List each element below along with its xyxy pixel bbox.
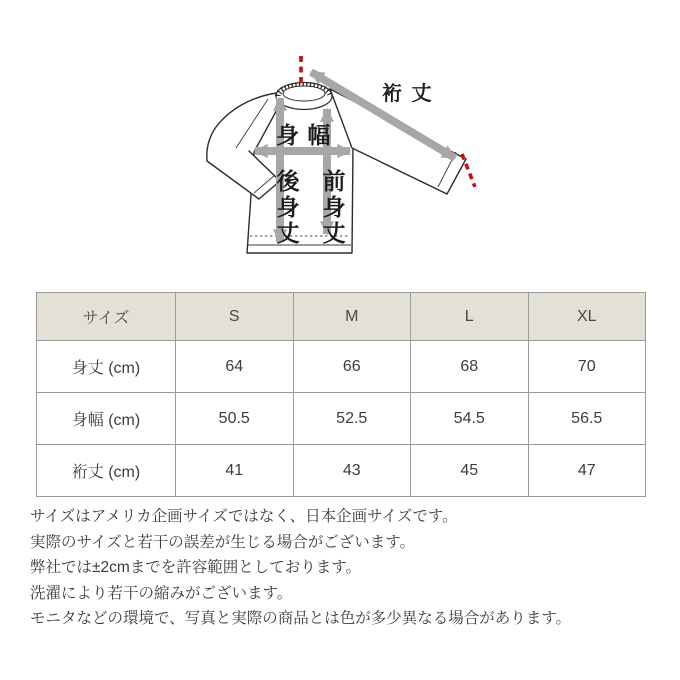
shirt-diagram [0,0,680,288]
value-cell: 56.5 [528,393,646,445]
svg-text:後: 後 [276,168,300,194]
value-cell: 54.5 [411,393,529,445]
table-row-body-length [37,341,646,393]
header-cell-s: S [176,293,294,341]
value-cell: 66 [293,341,411,393]
note-line: モニタなどの環境で、写真と実際の商品とは色が多少異なる場合があります。 [30,610,571,627]
table-row-body-width [37,393,646,445]
svg-text:身: 身 [276,194,300,220]
row-label: 裄丈 (cm) [37,445,176,497]
value-cell: 41 [176,445,294,497]
header-cell-xl: XL [528,293,646,341]
note-line: 弊社では±2cmまでを許容範囲としております。 [30,559,362,576]
table-row-sleeve-length [37,445,646,497]
row-label: 身幅 (cm) [37,393,176,445]
svg-text:丈: 丈 [276,220,300,246]
disclaimer-notes [30,504,670,632]
value-cell: 68 [411,341,529,393]
svg-text:前: 前 [322,168,346,194]
size-table-header-row [37,293,646,341]
value-cell: 47 [528,445,646,497]
back-length-label [277,168,301,246]
value-cell: 45 [411,445,529,497]
value-cell: 52.5 [293,393,411,445]
note-line: 実際のサイズと若干の誤差が生じる場合がございます。 [30,533,416,551]
header-cell-size: サイズ [37,293,176,341]
value-cell: 50.5 [176,393,294,445]
header-cell-l: L [411,293,529,341]
value-cell: 43 [293,445,411,497]
front-length-label [323,168,346,246]
svg-text:身: 身 [322,194,346,220]
sleeve-length-label: 裄 丈 [382,83,434,105]
cuff-point-red-mark [462,154,475,187]
value-cell: 70 [528,341,646,393]
svg-text:丈: 丈 [322,220,346,246]
size-table [36,292,646,497]
shirt-diagram-svg [0,0,680,288]
note-line: サイズはアメリカ企画サイズではなく、日本企画サイズです。 [30,508,458,525]
header-cell-m: M [293,293,411,341]
body-width-label: 身 幅 [276,122,332,148]
note-line: 洗濯により若干の縮みがございます。 [30,584,293,602]
value-cell: 64 [176,341,294,393]
row-label: 身丈 (cm) [37,341,176,393]
